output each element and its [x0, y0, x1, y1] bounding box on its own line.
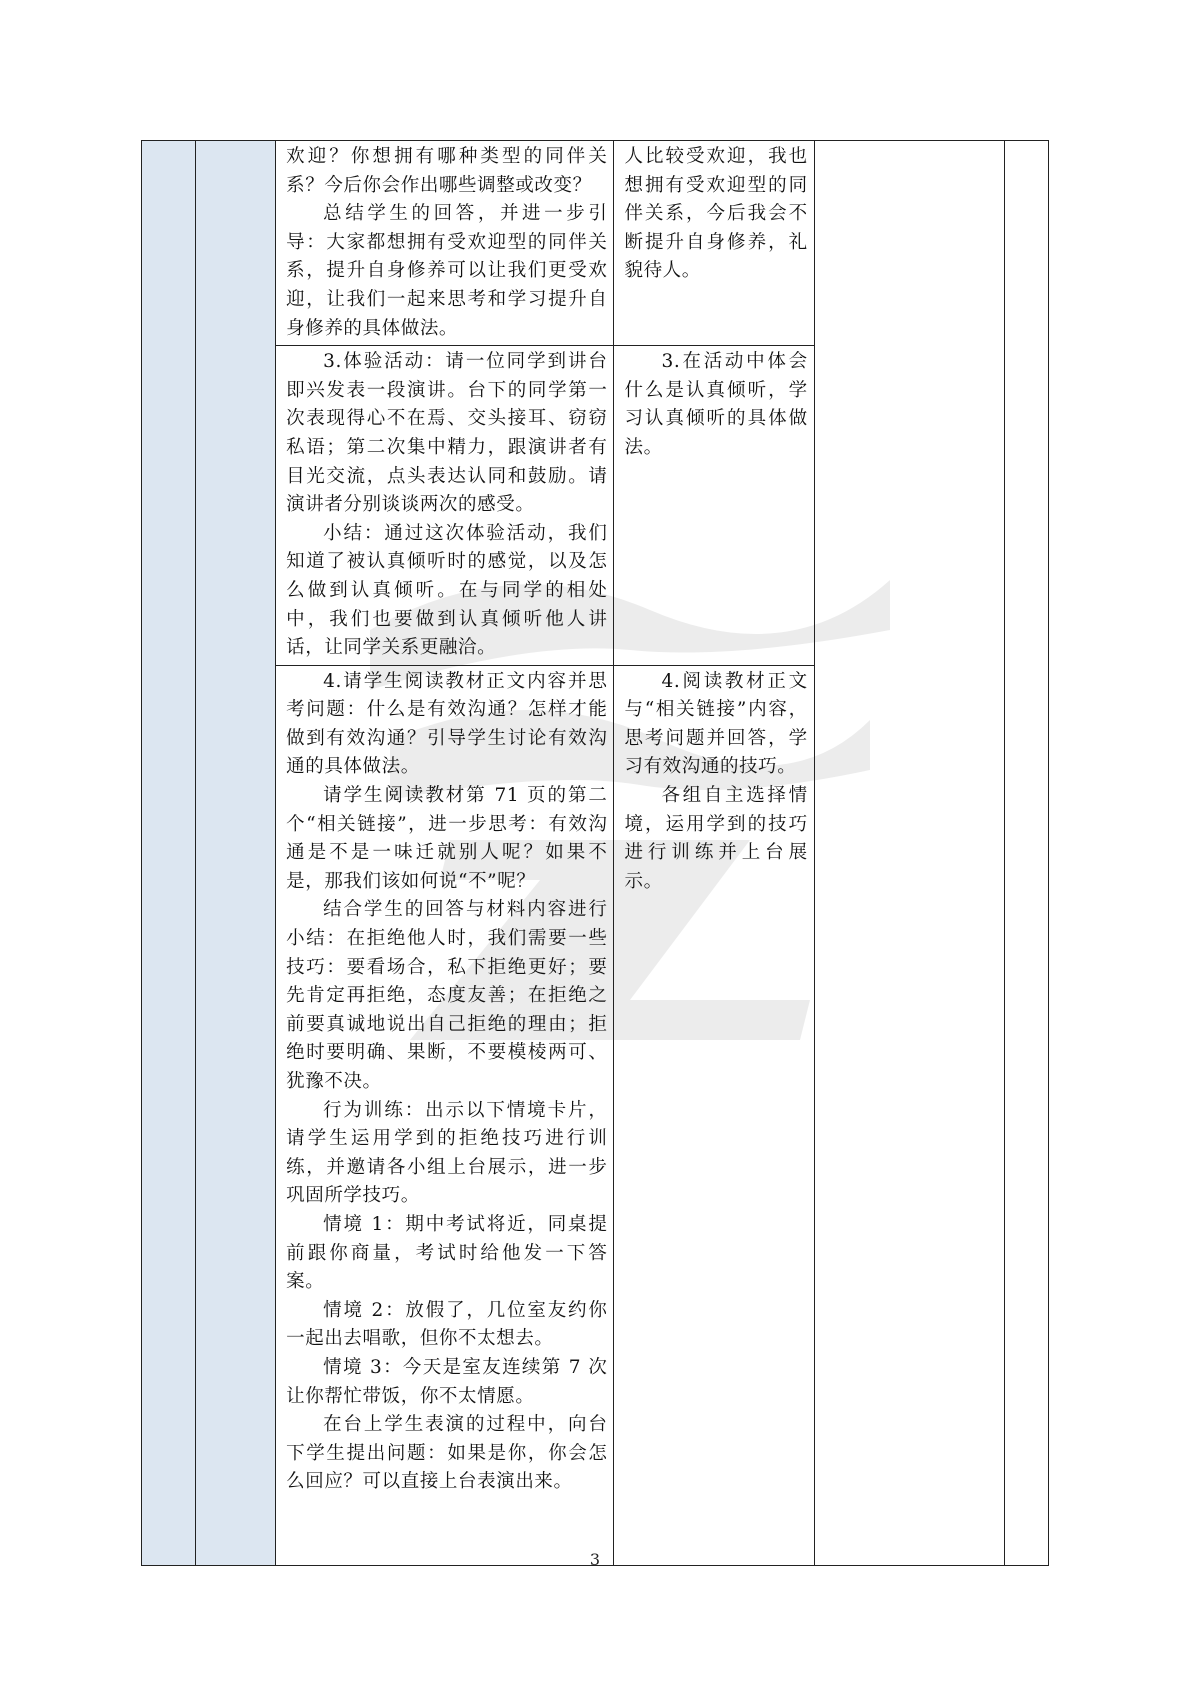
paragraph: 行为训练：出示以下情境卡片，请学生运用学到的拒绝技巧进行训练，并邀请各小组上台展示，进一步巩固所学技巧。 — [286, 1099, 608, 1207]
paragraph: 欢迎？你想拥有哪种类型的同伴关系？今后你会作出哪些调整或改变？ — [286, 146, 608, 196]
paragraph: 4.请学生阅读教材正文内容并思考问题：什么是有效沟通？怎样才能做到有效沟通？引导学生讨论有效沟通的具体做法。 — [286, 670, 608, 778]
student-activity-cell — [614, 665, 814, 1565]
teacher-activity-cell — [276, 141, 614, 346]
paragraph: 在台上学生表演的过程中，向台下学生提出问题：如果是你，你会怎么回应？可以直接上台表演出来。 — [286, 1414, 608, 1493]
section-cell — [196, 141, 276, 1566]
paragraph: 情境 2：放假了，几位室友约你一起出去唱歌，但你不太想去。 — [286, 1299, 608, 1350]
paragraph: 4.阅读教材正文与“相关链接”内容，思考问题并回答，学习有效沟通的技巧。 — [624, 670, 808, 778]
table-row — [142, 141, 1049, 346]
teacher-activity-cell — [276, 665, 614, 1565]
stage-cell — [142, 141, 196, 1566]
paragraph: 3.体验活动：请一位同学到讲台即兴发表一段演讲。台下的同学第一次表现得心不在焉、交头接耳、窃窃私语；第二次集中精力，跟演讲者有目光交流，点头表达认同和鼓励。请演讲者分别谈谈两次的感受。 — [286, 351, 608, 516]
paragraph: 人比较受欢迎，我也想拥有受欢迎型的同伴关系，今后我会不断提升自身修养，礼貌待人。 — [624, 146, 808, 282]
page-number: 3 — [589, 1550, 601, 1569]
paragraph: 情境 3：今天是室友连续第 7 次让你帮忙带饭，你不太情愿。 — [286, 1356, 608, 1407]
paragraph: 结合学生的回答与材料内容进行小结：在拒绝他人时，我们需要一些技巧：要看场合，私下拒绝更好；要先肯定再拒绝，态度友善；在拒绝之前要真诚地说出自己拒绝的理由；拒绝时要明确、果断，不要模棱两可、犹豫不决。 — [286, 899, 608, 1092]
paragraph: 总结学生的回答，并进一步引导：大家都想拥有受欢迎型的同伴关系，提升自身修养可以让我们更受欢迎，让我们一起来思考和学习提升自身修养的具体做法。 — [286, 203, 608, 339]
notes-cell — [1004, 141, 1048, 1566]
student-activity-cell — [614, 141, 814, 346]
paragraph: 情境 1：期中考试将近，同桌提前跟你商量，考试时给他发一下答案。 — [286, 1213, 608, 1293]
paragraph: 3.在活动中体会什么是认真倾听，学习认真倾听的具体做法。 — [624, 351, 808, 458]
teacher-activity-cell — [276, 346, 614, 666]
student-activity-cell — [614, 346, 814, 666]
paragraph: 各组自主选择情境，运用学到的技巧进行训练并上台展示。 — [624, 785, 808, 892]
paragraph: 小结：通过这次体验活动，我们知道了被认真倾听时的感觉，以及怎么做到认真倾听。在与同学的相处中，我们也要做到认真倾听他人讲话，让同学关系更融洽。 — [286, 522, 608, 659]
design-intent-cell — [814, 141, 1004, 1566]
lesson-plan-table — [141, 140, 1049, 1566]
paragraph: 请学生阅读教材第 71 页的第二个“相关链接”，进一步思考：有效沟通是不是一味迁就别人呢？如果不是，那我们该如何说“不”呢？ — [286, 785, 608, 892]
